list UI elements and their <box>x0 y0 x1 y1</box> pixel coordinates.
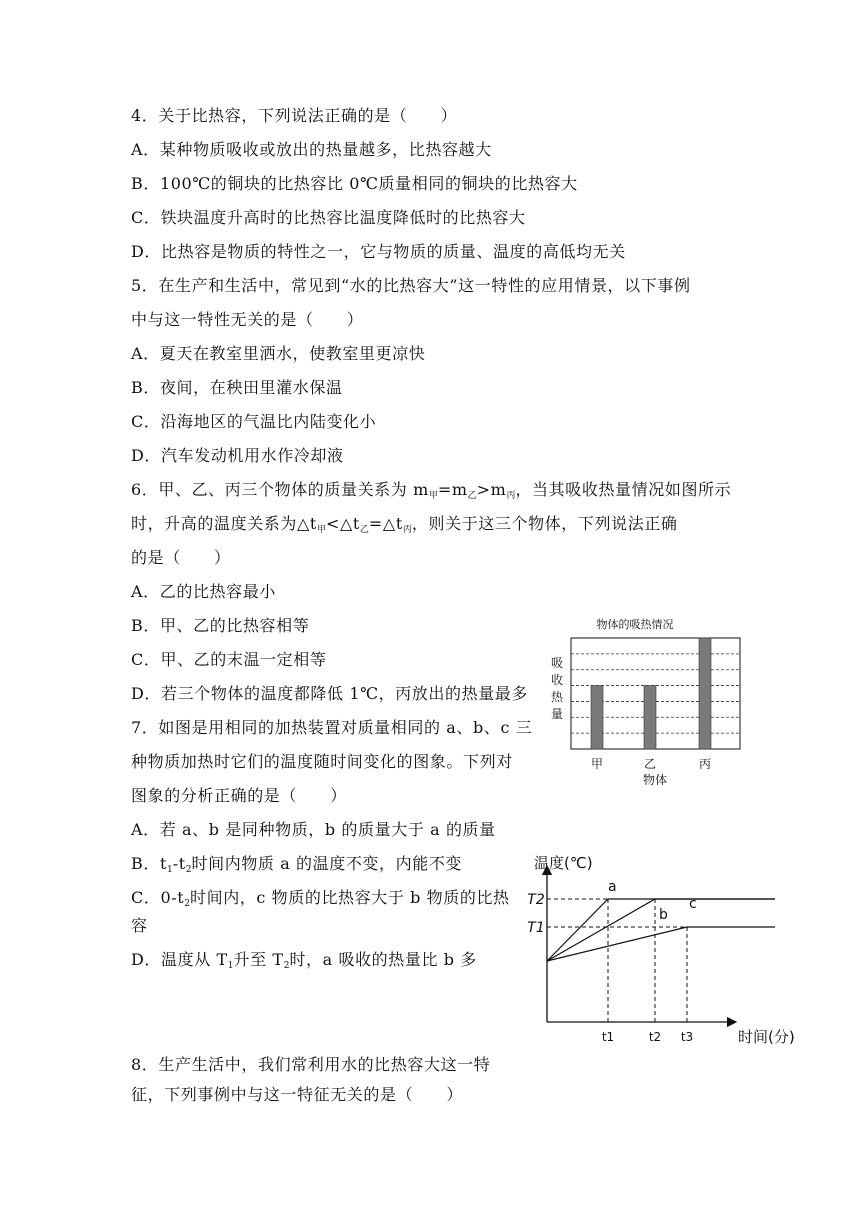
q5-stem-line1: 5．在生产和生活中，常见到“水的比热容大”这一特性的应用情景，以下事例 <box>131 276 691 295</box>
q4-stem: 4．关于比热容，下列说法正确的是（ ） <box>131 106 458 125</box>
y-tick-T1: T1 <box>527 920 545 936</box>
bar-甲 <box>591 686 603 749</box>
q6-option-d: D．若三个物体的温度都降低 1℃，丙放出的热量最多 <box>131 684 528 703</box>
q7-option-a: A．若 a、b 是同种物质，b 的质量大于 a 的质量 <box>131 820 496 839</box>
line-chart-x-label: 时间(分) <box>738 1028 795 1046</box>
q7-stem-line1: 7．如图是用相同的加热装置对质量相同的 a、b、c 三 <box>131 718 533 737</box>
q7-option-b: B．$t_1-t_2$时间内物质 a 的温度不变，内能不变 <box>131 854 463 875</box>
heat-absorption-bar-chart <box>540 612 755 794</box>
q6-option-c: C．甲、乙的末温一定相等 <box>131 650 327 669</box>
line-chart-y-label: 温度(℃) <box>534 854 593 872</box>
line-chart-series <box>547 879 775 961</box>
bar-chart-x-label: 物体 <box>642 773 668 787</box>
q7-stem-line2: 种物质加热时它们的温度随时间变化的图象。下列对 <box>131 752 513 771</box>
x-tick-t1: t1 <box>601 1030 615 1044</box>
q7-option-c-cont: 容 <box>131 916 148 935</box>
bar-y-label-char: 吸 <box>550 656 564 670</box>
q4-option-b: B．100℃的铜块的比热容比 0℃质量相同的铜块的比热容大 <box>131 174 578 193</box>
q7-stem-line3: 图象的分析正确的是（ ） <box>131 786 347 805</box>
bar-y-label-char: 收 <box>550 673 564 687</box>
q7-option-c: C．$0-t_2$时间内，c 物质的比热容大于 b 物质的比热 <box>131 888 510 909</box>
q8-stem-line1: 8．生产生活中，我们常利用水的比热容大这一特 <box>131 1055 491 1074</box>
q5-option-b: B．夜间，在秧田里灌水保温 <box>131 378 343 397</box>
x-tick-t2: t2 <box>648 1030 662 1044</box>
temperature-time-graph <box>520 848 805 1058</box>
line-chart-tick-labels <box>527 892 693 1044</box>
bar-chart-y-label <box>551 656 564 721</box>
q5-option-c: C．沿海地区的气温比内陆变化小 <box>131 412 377 431</box>
series-label-b: b <box>659 907 668 923</box>
bar-y-label-char: 量 <box>550 707 564 721</box>
bar-category-label: 甲 <box>590 757 604 771</box>
q6-option-a: A．乙的比热容最小 <box>131 582 276 601</box>
q4-option-d: D．比热容是物质的特性之一，它与物质的质量、温度的高低均无关 <box>131 242 626 261</box>
q6-stem-line3: 的是（ ） <box>131 548 231 567</box>
bar-chart-bars <box>591 638 711 749</box>
q7-option-d: D．温度从 $T_1$升至 $T_2$时，a 吸收的热量比 b 多 <box>131 950 477 971</box>
series-c <box>547 927 775 961</box>
q5-stem-line2: 中与这一特性无关的是（ ） <box>131 310 364 329</box>
q6-stem-line1: 6．甲、乙、丙三个物体的质量关系为 $m_甲=m_乙>m_丙$，当其吸收热量情况如图所示 <box>131 480 732 501</box>
bar-chart-title: 物体的吸热情况 <box>596 618 674 631</box>
bar-category-label: 丙 <box>698 757 712 771</box>
bar-chart-category-labels <box>591 757 711 771</box>
q5-option-d: D．汽车发动机用水作冷却液 <box>131 446 344 465</box>
q6-option-b: B．甲、乙的比热容相等 <box>131 616 310 635</box>
q4-option-a: A．某种物质吸收或放出的热量越多，比热容越大 <box>131 140 492 159</box>
bar-y-label-char: 热 <box>550 690 564 704</box>
series-label-a: a <box>608 879 617 895</box>
q6-stem-line2: 时，升高的温度关系为$\triangle t_甲<\triangle t_乙=\triangle t_丙$，则关于这三个物体，下列说法正确 <box>131 514 678 535</box>
q8-stem-line2: 征，下列事例中与这一特征无关的是（ ） <box>131 1085 464 1104</box>
bar-丙 <box>699 638 711 749</box>
x-tick-t3: t3 <box>680 1030 694 1044</box>
q4-option-c: C．铁块温度升高时的比热容比温度降低时的比热容大 <box>131 208 526 227</box>
bar-category-label: 乙 <box>643 757 657 771</box>
q5-option-a: A．夏天在教室里洒水，使教室里更凉快 <box>131 344 426 363</box>
y-tick-T2: T2 <box>527 892 545 908</box>
series-label-c: c <box>689 896 697 912</box>
bar-乙 <box>644 686 656 749</box>
